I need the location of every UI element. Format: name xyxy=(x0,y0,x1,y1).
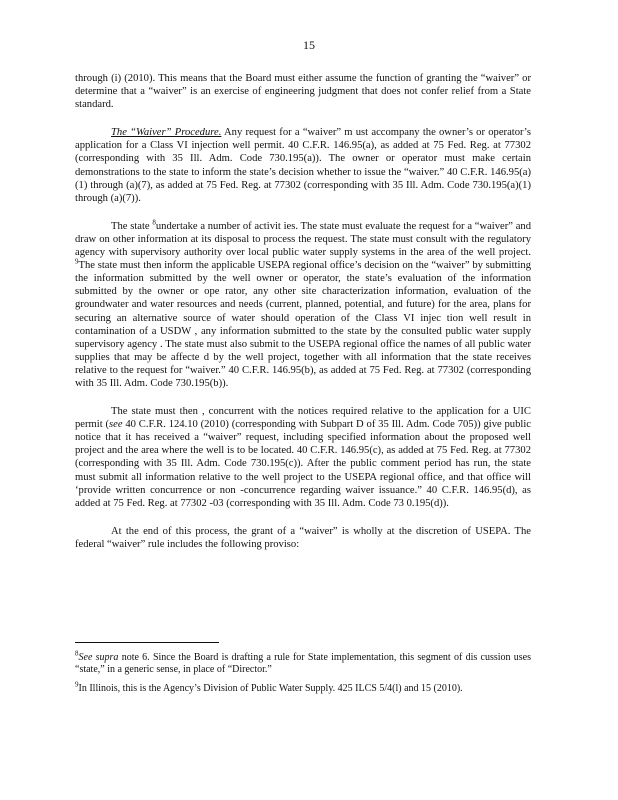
paragraph-4 xyxy=(75,405,531,510)
paragraph-4-text-a: The state must then , concurrent with the notices required relative to the application for a UIC permit ( xyxy=(75,406,531,431)
footnote-9-text: In Illinois, this is the Agency’s Division of Public Water Supply. 425 ILCS 5/4(l) and 15 (2010). xyxy=(78,682,463,694)
body-text xyxy=(75,72,531,566)
paragraph-3-text-a: undertake a number of activit ies. The state must evaluate the request for a “waiver” and draw on other information at its disposal to process the request. The state must consult with the regulatory agency with supervisory authority over local public water supply systems in the area of the well project. xyxy=(75,220,531,259)
paragraph-3-text-b: The state must then inform the applicable USEPA regional office’s decision on the “waiver” by submitting the information submitted by the well owner or operator, the state’s evaluation of the information submitted by the owner or ope rator, any other site characterization information, evaluation of the groundwater and water resources and needs (current, planned, potential, and future) for the area, plans for securing an alternative source of water should operation of the Class VI injec tion well result in contamination of a USDW , any information submitted to the state by the consulted public water supply supervisory agency . The state must also submit to the USEPA regional office the names of all public water supplies that may be affecte d by the well project, together with all information that the state receives relative to the request for “waiver.” 40 C.F.R. 146.95(b), as added at 75 Fed. Reg. at 77302 (corresponding with 35 Ill. Adm. Code 730.195(b)). xyxy=(75,260,531,389)
signal-see: see xyxy=(109,419,123,431)
paragraph-1: through (i) (2010). This means that the Board must either assume the function of granting the “waiver” or determine that a “waiver” is an exercise of engineering judgment that does not confer relief from a State standard. xyxy=(75,73,531,111)
footnote-8-signal: See supra xyxy=(78,652,119,663)
page-number: 15 xyxy=(303,38,315,52)
footnote-marker-9: 9 xyxy=(75,680,79,689)
footnote-marker-8: 8 xyxy=(75,649,79,658)
paragraph-2-text: Any request for a “waiver” m ust accompany the owner’s or operator’s application for a Class VI injection well permit. 40 C.F.R. 146.95(a), as added at 75 Fed. Reg. at 77302 (corresponding with 35 Ill. Adm. Code 730.195(a)). The owner or operator must make certain demonstrations to the state to inform the state’s decision whether to issue the “waiver.” 40 C.F.R. 146.95(a)(1) through (a)(7), as added at 75 Fed. Reg. at 77302 (corresponding with 35 Ill. Adm. Code 730.195(a)(1) through (a)(7)). xyxy=(75,127,531,204)
footnotes xyxy=(75,649,531,701)
paragraph-waiver-procedure xyxy=(75,126,531,205)
footnote-ref-8[interactable]: 8 xyxy=(152,218,156,227)
paragraph-3 xyxy=(75,220,531,390)
footnote-8-text: note 6. Since the Board is drafting a rule for State implementation, this segment of dis cussion uses “state,” in a generic sense, in place of “Director.” xyxy=(75,652,531,676)
footnote-9 xyxy=(75,680,531,695)
paragraph-4-text-b: 40 C.F.R. 124.10 (2010) (corresponding with Subpart D of 35 Ill. Adm. Code 705)) give public notice that it has received a “waiver” request, including specified information about the proposed well project and the area where the well is to be located. 40 C.F.R. 146.95(c), as added at 75 Fed. Reg. at 77302 (corresponding with 35 Ill. Adm. Code 730.195(c)). After the public comment period has run, the state must submit all information relative to the well project to the USEPA regional office, and that office will ‘provide written concurrence or non -concurrence regarding waiver issuance.” 40 C.F.R. 146.95(d), as added at 75 Fed. Reg. at 77302 -03 (corresponding with 35 Ill. Adm. Code 73 0.195(d)). xyxy=(75,419,531,509)
footnote-ref-9[interactable]: 9 xyxy=(75,257,79,266)
section-heading-waiver-procedure: The “Waiver” Procedure. xyxy=(111,127,222,139)
paragraph-3-lead: The state xyxy=(111,220,153,232)
footnote-divider xyxy=(75,642,219,643)
paragraph-5: At the end of this process, the grant of a “waiver” is wholly at the discretion of USEPA. The federal “waiver” rule includes the following proviso: xyxy=(75,525,531,550)
footnote-8 xyxy=(75,649,531,677)
